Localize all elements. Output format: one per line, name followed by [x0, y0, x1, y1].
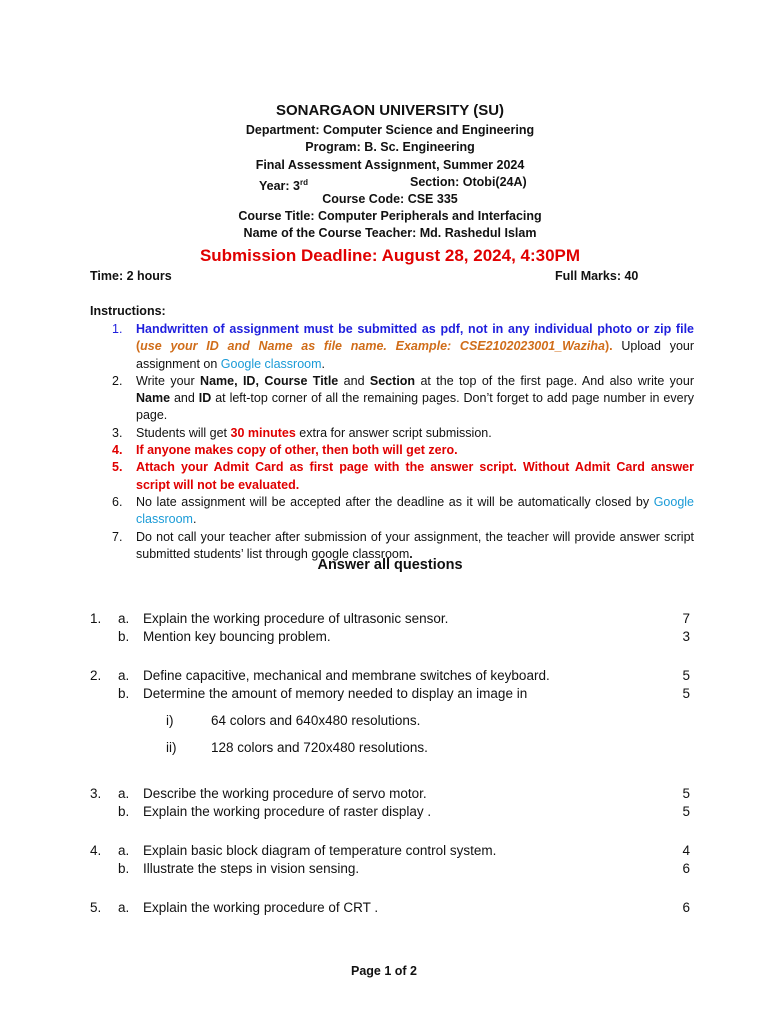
question-sub-label: a.	[118, 900, 130, 915]
question-text: Explain the working procedure of ultrasonic sensor.	[143, 611, 449, 626]
instruction-text-bold: ID	[198, 391, 212, 406]
time-line: Time: 2 hours	[90, 269, 172, 283]
instruction-number: 4.	[112, 443, 123, 458]
instruction-text: No late assignment will be accepted after the deadline as it will be automatically closed by	[136, 494, 654, 509]
question-marks: 4	[682, 843, 690, 858]
question-text: Describe the working procedure of servo motor.	[143, 786, 427, 801]
program-line: Program: B. Sc. Engineering	[305, 140, 475, 154]
instruction-item-1	[112, 321, 694, 373]
instruction-text: Students will get	[136, 425, 231, 440]
question-1b	[0, 629, 768, 647]
instruction-text-red: If anyone makes copy of other, then both will get zero.	[136, 443, 458, 458]
instruction-item-5	[112, 459, 694, 494]
question-text: Determine the amount of memory needed to display an image in	[143, 686, 528, 701]
instruction-text: extra for answer script submission.	[295, 425, 492, 440]
assessment-line: Final Assessment Assignment, Summer 2024	[255, 158, 525, 172]
instruction-text-italic: use your ID and Name as file name. Example: CSE2102023001_Waziha	[140, 339, 605, 354]
question-text: 64 colors and 640x480 resolutions.	[211, 713, 421, 728]
section-line: Section: Otobi(24A)	[410, 175, 527, 189]
instruction-text: Upload your assignment on	[136, 339, 695, 371]
answer-all-heading: Answer all questions	[317, 557, 463, 573]
instruction-text-red: Attach your Admit Card as first page with the answer script. Without Admit Card answer script will not be evaluated.	[136, 460, 694, 492]
instruction-item-4	[112, 442, 694, 459]
instruction-paren: ).	[604, 339, 613, 354]
question-marks: 6	[682, 861, 690, 876]
question-sub-label: b.	[118, 629, 130, 644]
question-roman-label: ii)	[166, 740, 177, 755]
question-marks: 5	[682, 668, 690, 683]
instruction-paren: (	[136, 339, 141, 354]
question-sub-label: b.	[118, 804, 130, 819]
year-superscript: rd	[300, 178, 309, 187]
question-marks: 5	[682, 686, 690, 701]
instruction-text: Do not call your teacher after submission of your assignment, the teacher will provide answer script submitted students’ list through google classroom	[136, 529, 694, 561]
instruction-number: 7.	[112, 529, 123, 544]
question-1a	[0, 611, 768, 629]
instruction-item-3	[112, 425, 694, 442]
instruction-text-red: 30 minutes	[230, 425, 296, 440]
question-marks: 6	[682, 900, 690, 915]
question-number: 5.	[90, 900, 102, 915]
instructions-title: Instructions:	[90, 304, 166, 318]
question-5a	[0, 900, 768, 918]
question-number: 4.	[90, 843, 102, 858]
instruction-text-bold: Section	[369, 373, 416, 388]
question-sub-label: b.	[118, 686, 130, 701]
question-sub-label: a.	[118, 843, 130, 858]
question-text: Illustrate the steps in vision sensing.	[143, 861, 360, 876]
course-code-line: Course Code: CSE 335	[322, 192, 458, 206]
question-marks: 5	[682, 786, 690, 801]
question-text: Explain the working procedure of raster display .	[143, 804, 432, 819]
google-classroom-link[interactable]: Google classroom	[220, 356, 322, 371]
instruction-text-bold: Name, ID, Course Title	[200, 373, 339, 388]
question-text: Mention key bouncing problem.	[143, 629, 331, 644]
question-text: Explain basic block diagram of temperature control system.	[143, 843, 497, 858]
instruction-item-2	[112, 373, 694, 425]
instruction-text-bold: .	[409, 546, 413, 561]
instruction-number: 6.	[112, 494, 123, 509]
teacher-line: Name of the Course Teacher: Md. Rashedul Islam	[243, 226, 537, 240]
instruction-text-bold: Handwritten of assignment must be submitted as pdf, not in any individual photo or zip file	[136, 322, 694, 336]
question-4b	[0, 861, 768, 879]
instruction-text: at the top of the first page. And also write your	[415, 373, 694, 388]
question-4a	[0, 843, 768, 861]
question-roman-label: i)	[166, 713, 174, 728]
question-sub-label: b.	[118, 861, 130, 876]
page-number-footer: Page 1 of 2	[351, 964, 417, 978]
instruction-number: 1.	[112, 322, 123, 336]
instruction-text: and	[338, 373, 370, 388]
question-text: 128 colors and 720x480 resolutions.	[211, 740, 428, 755]
university-title: SONARGAON UNIVERSITY (SU)	[275, 102, 505, 119]
google-classroom-link[interactable]: Google classroom	[136, 494, 694, 527]
full-marks-line: Full Marks: 40	[555, 269, 639, 283]
question-sub-label: a.	[118, 611, 130, 626]
instructions-list	[112, 321, 694, 563]
instruction-text: Write your	[136, 373, 201, 388]
question-3a	[0, 786, 768, 804]
question-sub-label: a.	[118, 668, 130, 683]
year-label: Year: 3	[259, 179, 301, 194]
question-2a	[0, 668, 768, 686]
question-2b	[0, 686, 768, 704]
instruction-text: and	[170, 391, 199, 406]
instruction-number: 2.	[112, 373, 123, 388]
instruction-number: 3.	[112, 425, 123, 440]
department-line: Department: Computer Science and Engineering	[245, 123, 535, 137]
question-marks: 7	[682, 611, 690, 626]
question-text: Define capacitive, mechanical and membrane switches of keyboard.	[143, 668, 550, 683]
instruction-text: .	[321, 356, 326, 371]
instruction-text-bold: Name	[136, 391, 171, 406]
submission-deadline: Submission Deadline: August 28, 2024, 4:30PM	[199, 246, 581, 265]
question-number: 3.	[90, 786, 102, 801]
question-marks: 3	[682, 629, 690, 644]
question-3b	[0, 804, 768, 822]
question-sub-label: a.	[118, 786, 130, 801]
instruction-text: at left-top corner of all the remaining pages. Don’t forget to add page number in every page.	[136, 391, 694, 423]
question-number: 1.	[90, 611, 102, 626]
instruction-number: 5.	[112, 460, 123, 475]
course-title-line: Course Title: Computer Peripherals and Interfacing	[238, 209, 542, 223]
instruction-text: .	[192, 512, 197, 527]
instruction-item-6	[112, 494, 694, 529]
question-marks: 5	[682, 804, 690, 819]
question-text: Explain the working procedure of CRT .	[143, 900, 379, 915]
question-number: 2.	[90, 668, 102, 683]
